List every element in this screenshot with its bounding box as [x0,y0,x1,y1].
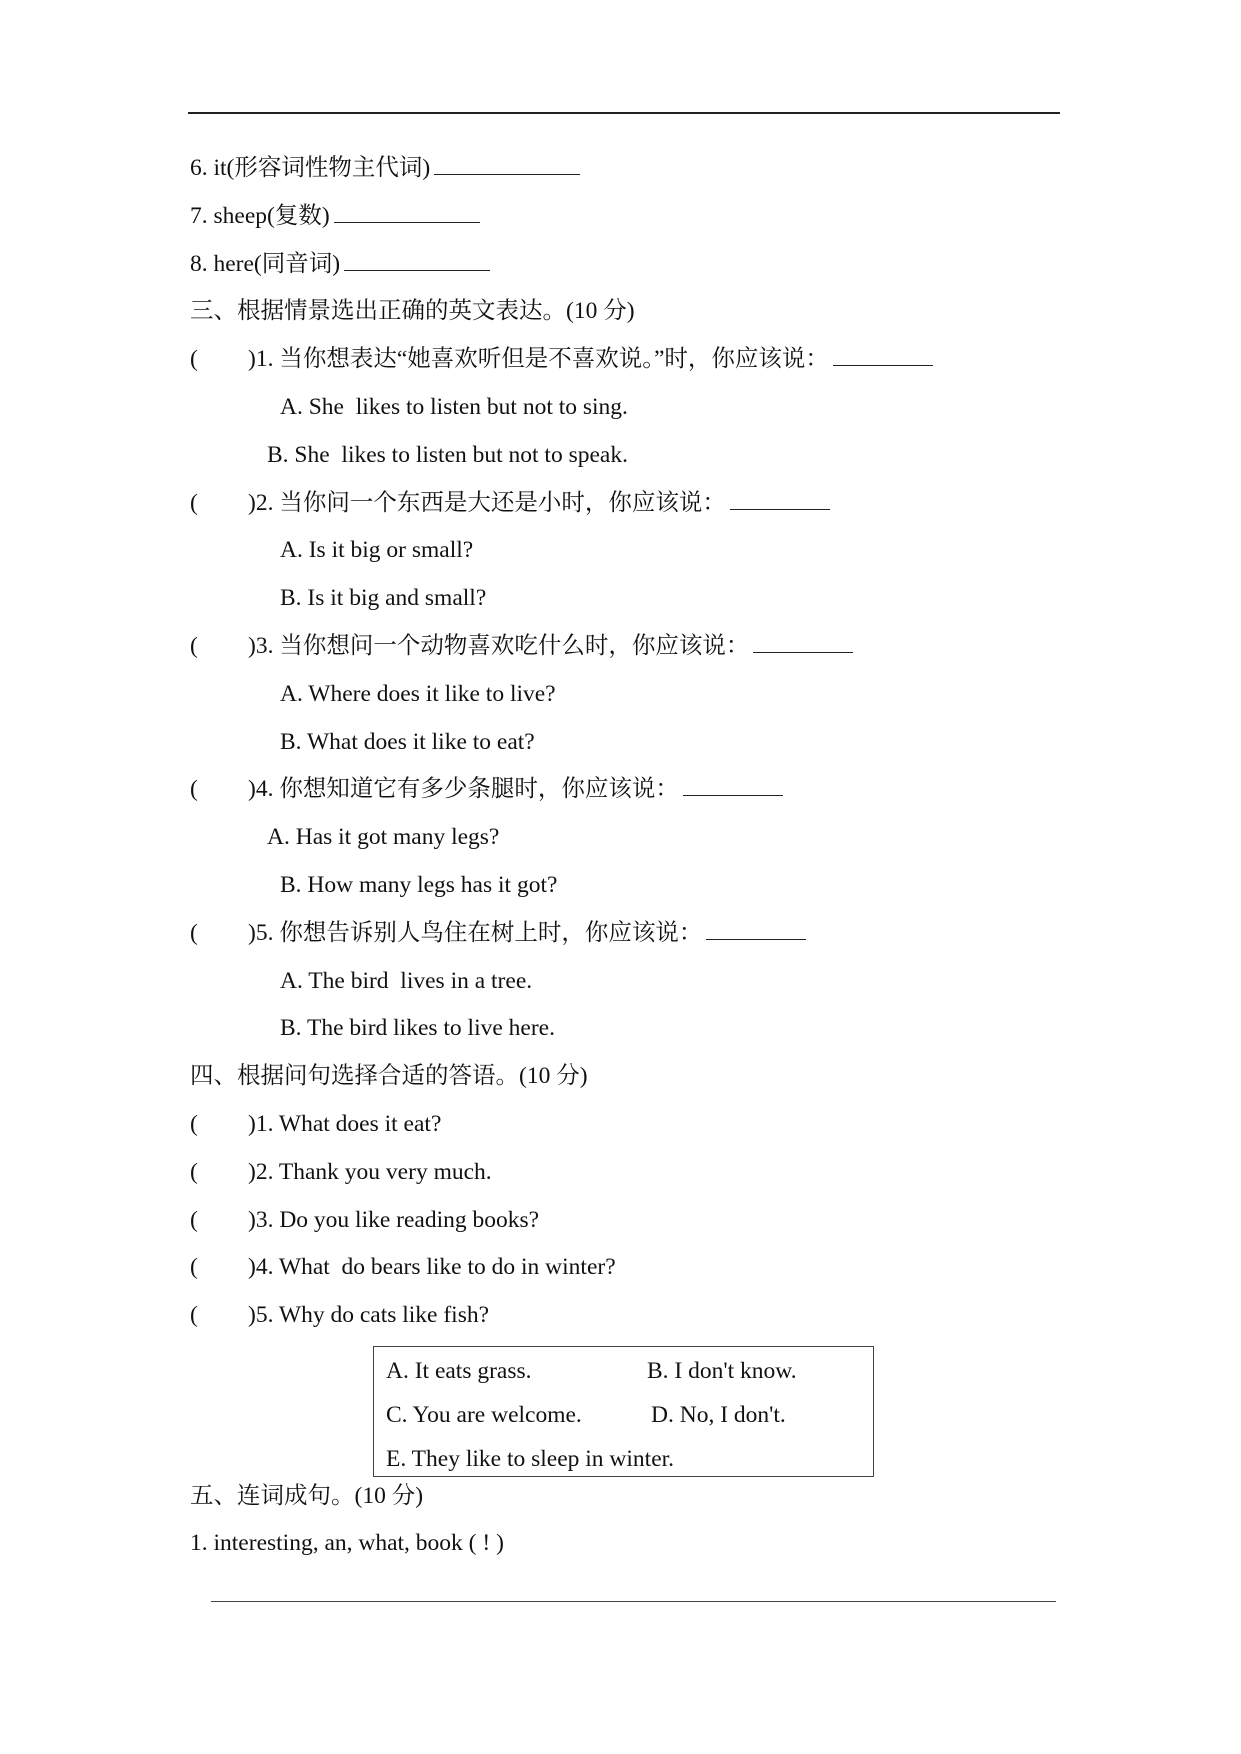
part2-item-7: 7. sheep(复数) [190,193,1090,241]
answer-paren[interactable]: ( [190,489,198,516]
answer-blank[interactable] [683,795,783,796]
answer-blank[interactable] [753,652,853,653]
s3-q4-option-b: B. How many legs has it got? [280,871,558,898]
s3-question-2: ( )2. 当你问一个东西是大还是小时，你应该说： [190,480,1090,528]
answer-paren[interactable]: ( [190,919,198,946]
section4-heading: 四、根据问句选择合适的答语。(10 分) [190,1063,588,1090]
option-c: C. You are welcome. [386,1402,582,1428]
answer-options-box [373,1346,874,1477]
answer-paren[interactable]: ( [190,632,198,659]
answer-paren[interactable]: ( [190,776,198,803]
s4-question-3: ( )3. Do you like reading books? [190,1197,1090,1245]
answer-blank[interactable] [833,365,933,366]
s3-q3-option-b: B. What does it like to eat? [280,728,535,755]
worksheet-body [190,145,1090,1340]
answer-blank[interactable] [730,509,830,510]
part2-item-6: 6. it(形容词性物主代词) [190,145,1090,193]
s3-q1-option-a: A. She likes to listen but not to sing. [280,393,628,420]
answer-paren[interactable]: ( [190,1110,198,1137]
s3-q5-option-b: B. The bird likes to live here. [280,1015,555,1042]
answer-paren[interactable]: ( [190,1302,198,1329]
s4-question-2: ( )2. Thank you very much. [190,1149,1090,1197]
s4-question-5: ( )5. Why do cats like fish? [190,1292,1090,1340]
section5-heading: 五、连词成句。(10 分) [190,1483,424,1509]
answer-paren[interactable]: ( [190,1254,198,1281]
answer-blank[interactable] [706,939,806,940]
part2-item-8: 8. here(同音词) [190,241,1090,289]
s3-question-5: ( )5. 你想告诉别人鸟住在树上时，你应该说： [190,910,1090,958]
option-e: E. They like to sleep in winter. [386,1446,675,1472]
answer-blank[interactable] [434,174,580,175]
option-d: D. No, I don't. [651,1402,786,1428]
s4-question-1: ( )1. What does it eat? [190,1101,1090,1149]
answer-paren[interactable]: ( [190,1158,198,1185]
s3-question-1: ( )1. 当你想表达“她喜欢听但是不喜欢说。”时，你应该说： [190,336,1090,384]
s3-question-4: ( )4. 你想知道它有多少条腿时，你应该说： [190,766,1090,814]
s3-q3-option-a: A. Where does it like to live? [280,680,556,707]
s3-q5-option-a: A. The bird lives in a tree. [280,967,533,994]
s3-q1-option-b: B. She likes to listen but not to speak. [267,441,628,468]
s3-q2-option-b: B. Is it big and small? [280,585,487,612]
option-a: A. It eats grass. [386,1358,532,1384]
answer-blank[interactable] [344,270,490,271]
s4-question-4: ( )4. What do bears like to do in winter? [190,1244,1090,1292]
option-b: B. I don't know. [647,1358,797,1384]
header-rule [188,112,1060,114]
s3-q2-option-a: A. Is it big or small? [280,537,474,564]
answer-paren[interactable]: ( [190,1206,198,1233]
section3-heading: 三、根据情景选出正确的英文表达。(10 分) [190,298,635,325]
answer-paren[interactable]: ( [190,346,198,373]
answer-blank[interactable] [334,222,480,223]
s3-question-3: ( )3. 当你想问一个动物喜欢吃什么时，你应该说： [190,623,1090,671]
s5-question-1: 1. interesting, an, what, book ( ! ) [190,1530,504,1556]
s3-q4-option-a: A. Has it got many legs? [267,824,500,851]
answer-line[interactable] [211,1601,1056,1602]
